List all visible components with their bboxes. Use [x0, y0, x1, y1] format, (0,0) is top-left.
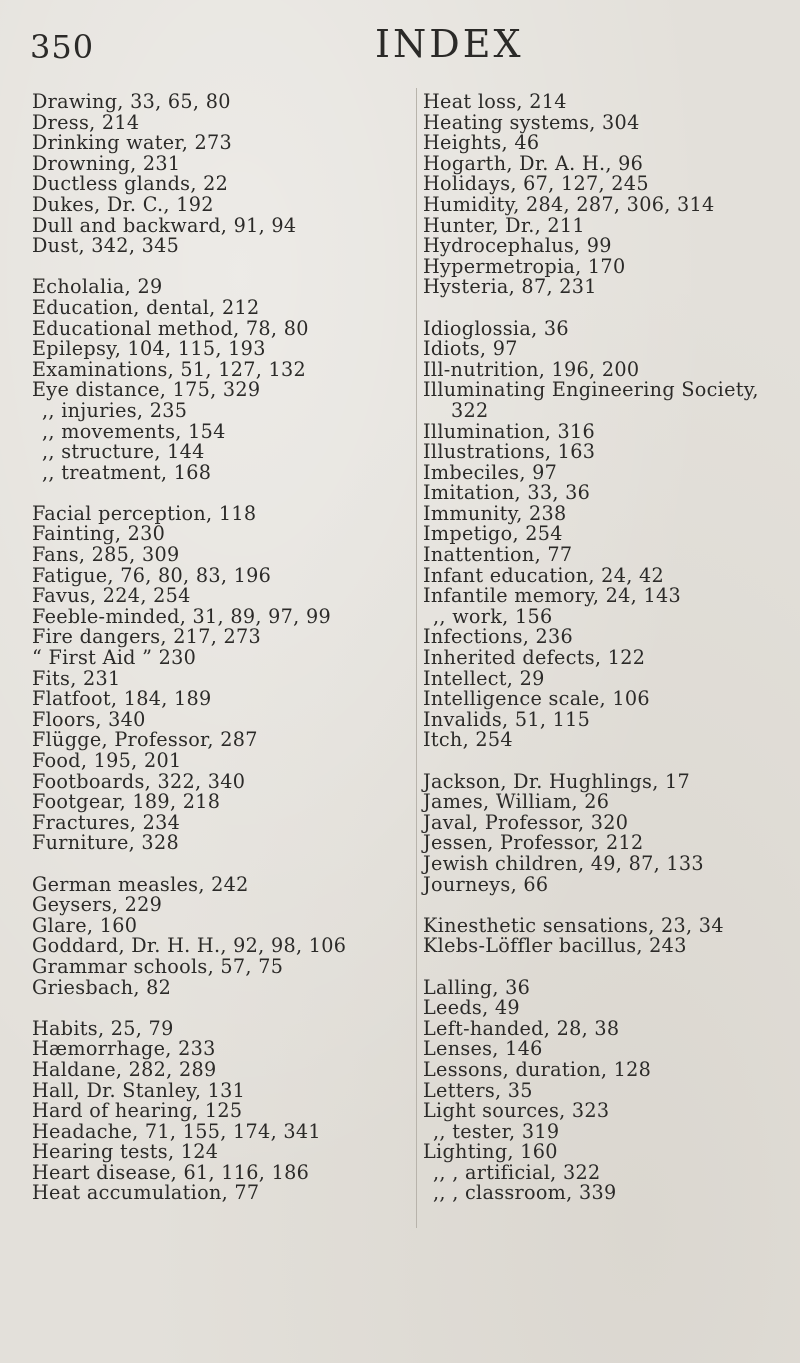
index-entry: Dress, 214	[32, 110, 140, 134]
index-entry: Dull and backward, 91, 94	[32, 213, 297, 237]
index-entry: Illumination, 316	[423, 419, 596, 443]
index-entry: Geysers, 229	[32, 893, 163, 917]
index-entry: Facial perception, 118	[32, 501, 257, 525]
index-entry: Hysteria, 87, 231	[423, 275, 597, 299]
index-entry: Humidity, 284, 287, 306, 314	[423, 192, 715, 216]
index-entry: Haldane, 282, 289	[32, 1057, 217, 1081]
index-entry: Klebs-Löffler bacillus, 243	[423, 934, 687, 958]
index-entry: Jessen, Professor, 212	[423, 831, 644, 855]
index-entry: Glare, 160	[32, 913, 138, 937]
index-entry: Inattention, 77	[423, 543, 573, 567]
index-entry: Drawing, 33, 65, 80	[32, 90, 231, 113]
index-entry: Feeble-minded, 31, 89, 97, 99	[32, 604, 331, 628]
index-entry: Infantile memory, 24, 143	[423, 584, 681, 608]
index-entry: Heat loss, 214	[423, 90, 567, 113]
index-entry-continuation: 322	[451, 398, 489, 422]
index-entry: Lenses, 146	[423, 1037, 543, 1061]
index-entry: Heart disease, 61, 116, 186	[32, 1160, 310, 1184]
index-entry: Journeys, 66	[423, 872, 549, 896]
index-entry: Lessons, duration, 128	[423, 1057, 652, 1081]
group-spacer	[32, 257, 427, 278]
index-entry: Fainting, 230	[32, 522, 166, 546]
group-spacer	[423, 298, 800, 319]
index-entry: Hearing tests, 124	[32, 1140, 219, 1164]
index-entry: Epilepsy, 104, 115, 193	[32, 337, 266, 361]
index-column-left	[32, 92, 427, 1204]
index-entry: Intelligence scale, 106	[423, 687, 650, 711]
index-entry: Hydrocephalus, 99	[423, 234, 612, 258]
index-entry: Fans, 285, 309	[32, 543, 180, 567]
index-entry: Illuminating Engineering Society,	[423, 378, 759, 402]
index-entry: Fits, 231	[32, 666, 121, 690]
index-entry: Javal, Professor, 320	[423, 810, 629, 834]
index-entry: Heat accumulation, 77	[32, 1181, 260, 1205]
index-entry: Hypermetropia, 170	[423, 254, 626, 278]
index-entry: Flügge, Professor, 287	[32, 728, 258, 752]
index-entry: Imitation, 33, 36	[423, 481, 591, 505]
index-subentry: ,, injuries, 235	[42, 398, 188, 422]
index-entry: Footboards, 322, 340	[32, 769, 246, 793]
index-entry: Headache, 71, 155, 174, 341	[32, 1119, 321, 1143]
index-entry: Immunity, 238	[423, 501, 567, 525]
index-entry: Grammar schools, 57, 75	[32, 954, 284, 978]
index-entry: Inherited defects, 122	[423, 646, 646, 670]
index-entry: Ill-nutrition, 196, 200	[423, 357, 640, 381]
page-number: 350	[30, 28, 95, 66]
group-spacer	[423, 895, 800, 916]
index-entry: Goddard, Dr. H. H., 92, 98, 106	[32, 934, 347, 958]
group-spacer	[32, 998, 427, 1019]
index-entry: Lighting, 160	[423, 1140, 558, 1164]
index-subentry: ,, treatment, 168	[42, 460, 212, 484]
index-entry: Griesbach, 82	[32, 975, 172, 999]
index-entry: Echolalia, 29	[32, 275, 163, 299]
index-entry: Left-handed, 28, 38	[423, 1016, 620, 1040]
index-entry: Imbeciles, 97	[423, 460, 558, 484]
index-entry: Ductless glands, 22	[32, 172, 229, 196]
index-entry: Light sources, 323	[423, 1099, 610, 1123]
index-entry: Hæmorrhage, 233	[32, 1037, 216, 1061]
index-subentry: ,, , artificial, 322	[433, 1160, 601, 1184]
index-entry: Lalling, 36	[423, 975, 531, 999]
index-entry: Examinations, 51, 127, 132	[32, 357, 307, 381]
index-entry: Favus, 224, 254	[32, 584, 191, 608]
index-entry: Kinesthetic sensations, 23, 34	[423, 913, 724, 937]
index-entry: Jackson, Dr. Hughlings, 17	[423, 769, 691, 793]
index-subentry: ,, work, 156	[433, 604, 553, 628]
index-entry: Intellect, 29	[423, 666, 545, 690]
index-entry: Jewish children, 49, 87, 133	[423, 851, 704, 875]
index-entry: Educational method, 78, 80	[32, 316, 309, 340]
group-spacer	[423, 751, 800, 772]
index-entry: Hogarth, Dr. A. H., 96	[423, 151, 644, 175]
index-entry: Furniture, 328	[32, 831, 179, 855]
index-entry: Drinking water, 273	[32, 131, 233, 155]
index-entry: Hall, Dr. Stanley, 131	[32, 1078, 246, 1102]
index-entry: Dukes, Dr. C., 192	[32, 192, 214, 216]
index-entry: Eye distance, 175, 329	[32, 378, 261, 402]
index-subentry: ,, movements, 154	[42, 419, 226, 443]
index-entry: Floors, 340	[32, 707, 146, 731]
index-entry: German measles, 242	[32, 872, 249, 896]
index-entry: Heating systems, 304	[423, 110, 640, 134]
index-entry: Impetigo, 254	[423, 522, 563, 546]
group-spacer	[32, 854, 427, 875]
index-entry: Flatfoot, 184, 189	[32, 687, 212, 711]
index-entry: Hunter, Dr., 211	[423, 213, 585, 237]
index-entry: Invalids, 51, 115	[423, 707, 591, 731]
index-entry: Food, 195, 201	[32, 749, 182, 772]
index-entry: Idioglossia, 36	[423, 316, 569, 340]
index-entry: “ First Aid ” 230	[32, 646, 197, 670]
index-subentry: ,, structure, 144	[42, 440, 205, 464]
index-entry: Holidays, 67, 127, 245	[423, 172, 649, 196]
index-column-right	[423, 92, 800, 1204]
index-subentry: ,, tester, 319	[433, 1119, 560, 1143]
index-entry: James, William, 26	[423, 790, 610, 814]
index-entry: Hard of hearing, 125	[32, 1099, 243, 1123]
index-entry: Fatigue, 76, 80, 83, 196	[32, 563, 272, 587]
group-spacer	[423, 957, 800, 978]
index-entry: Heights, 46	[423, 131, 540, 155]
index-entry: Idiots, 97	[423, 337, 518, 361]
index-subentry: ,, , classroom, 339	[433, 1181, 617, 1205]
index-entry: Fire dangers, 217, 273	[32, 625, 262, 649]
index-entry: Illustrations, 163	[423, 440, 596, 464]
index-entry: Drowning, 231	[32, 151, 181, 175]
index-entry: Fractures, 234	[32, 810, 181, 834]
group-spacer	[32, 483, 427, 504]
index-entry: Letters, 35	[423, 1078, 533, 1102]
index-entry: Dust, 342, 345	[32, 234, 180, 258]
index-entry: Infections, 236	[423, 625, 574, 649]
index-entry: Education, dental, 212	[32, 295, 260, 319]
running-head-title: INDEX	[375, 22, 524, 66]
index-entry: Itch, 254	[423, 728, 513, 752]
index-entry: Habits, 25, 79	[32, 1016, 174, 1040]
index-entry: Leeds, 49	[423, 996, 520, 1020]
index-entry: Infant education, 24, 42	[423, 563, 665, 587]
index-entry: Footgear, 189, 218	[32, 790, 221, 814]
